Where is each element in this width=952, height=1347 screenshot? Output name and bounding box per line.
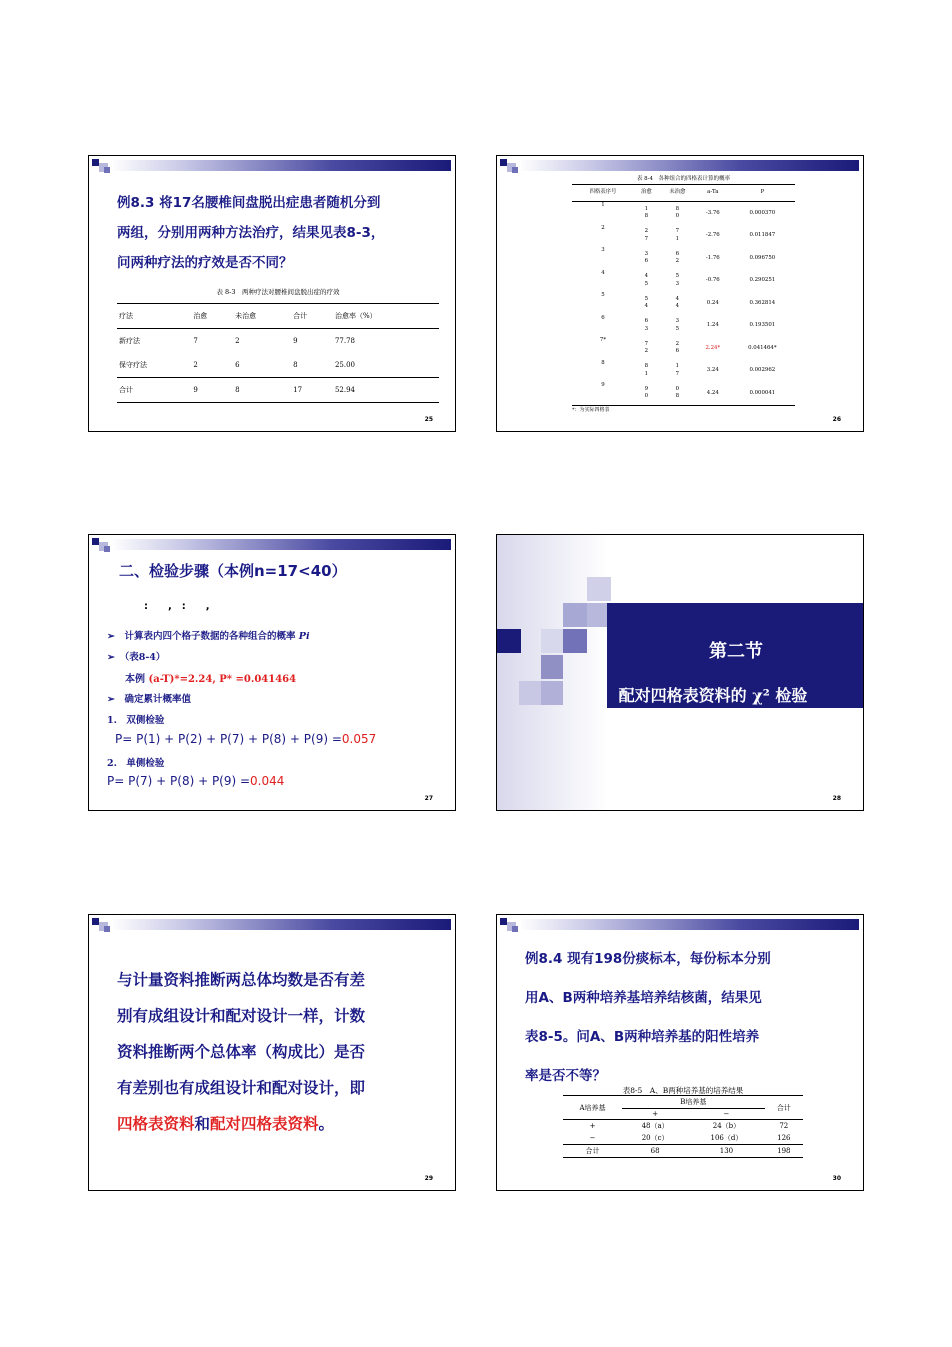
- table-cell: -1.76: [705, 254, 720, 261]
- decor-square: [587, 577, 611, 601]
- page-number: 30: [832, 1175, 841, 1182]
- slide-28: [496, 534, 864, 811]
- table-cell: 0.193501: [749, 322, 776, 328]
- table-row: [572, 225, 795, 248]
- page-number: 29: [424, 1175, 433, 1182]
- table-cell: 7*: [599, 337, 607, 343]
- example-value: 本例 (a-T)*=2.24, P* =0.041464: [125, 674, 297, 685]
- table-row: [572, 292, 795, 315]
- table-cell: 2.24*: [705, 344, 721, 351]
- bullet-item: ➢ 计算表内四个格子数据的各种组合的概率 Pi: [107, 631, 310, 642]
- table-row: [572, 315, 795, 338]
- slide-text: 例8.3 将17名腰椎间盘脱出症患者随机分到 两组，分别用两种方法治疗，结果见表8-3， 问两种疗法的疗效是否不同？: [117, 195, 385, 271]
- table-cell: 3 5: [675, 318, 680, 332]
- table-cell: -0.76: [705, 277, 720, 283]
- slide-29: [88, 914, 456, 1191]
- table-cell: 4: [601, 269, 605, 276]
- table-cell: 0.002962: [749, 367, 776, 373]
- table-caption: 表 8-4 各种组合的四格表计算的概率: [636, 176, 731, 182]
- table-cell: 6 2: [675, 250, 680, 265]
- table-cell: 9: [601, 382, 605, 388]
- table-row: − 20（c） 106（d） 126: [563, 1132, 803, 1145]
- table-cell: 8: [601, 359, 605, 366]
- table-cell: 7 1: [675, 228, 680, 242]
- table-cell: -3.76: [705, 209, 720, 216]
- decor-square: [541, 655, 563, 679]
- slide-header-decoration: [89, 915, 455, 935]
- table-cell: 0.362814: [749, 299, 776, 306]
- table-8-5: A培养基 B培养基 合计 + − + 48（a） 24（b） 72 − 20（c） 106（d） 126 合计 68 130 198: [563, 1095, 803, 1158]
- table-cell: 5 4: [644, 295, 649, 310]
- table-cell: 0.096750: [749, 254, 776, 261]
- decor-square: [497, 629, 521, 653]
- table-cell: 0.041464*: [748, 344, 777, 351]
- slide-header-decoration: [89, 156, 455, 176]
- section-label: 第二节: [709, 641, 763, 662]
- slide-25: [88, 155, 456, 432]
- table-8-4: 四格表序号 治愈 未治愈 a-Ta P 1 1 8 8 0 -3.76 0.000370 2 2 7 7 1 -2.76 0.011847 3 3 6 6 2 -1.76 0.096750 4 4 5 5 3 -0.76 0.290251 5 5 4 4 4 0.24 0.362814 6 6 3 3 5 1.24 0.193501 7* 7 2 2 6 2.24* 0.041464* 8 8 1 1 7 3.24 0.002962 9 9 0 0 8 4.24 0.000041: [572, 184, 795, 406]
- table-cell: 2 6: [675, 340, 680, 355]
- table-caption: 表8-5 A、B两种培养基的培养结果: [622, 1086, 744, 1095]
- table-row: 新疗法 7 2 9 77.78: [119, 337, 355, 345]
- slide-26: [496, 155, 864, 432]
- table-cell: 4 4: [675, 295, 680, 310]
- decor-square: [587, 603, 607, 627]
- slide-27: [88, 534, 456, 811]
- table-cell: 4.24: [706, 389, 719, 396]
- page-number: 28: [832, 795, 841, 802]
- table-row: [572, 360, 795, 383]
- page-number: 27: [424, 795, 433, 802]
- table-8-3: 疗法 治愈 未治愈 合计 治愈率（%） 新疗法 7 2 9 77.78 保守疗法 2 6 8 25.00 合计 9 8 17 52.94: [117, 303, 439, 403]
- table-cell: 2: [601, 224, 605, 231]
- table-cell: 0 8: [675, 385, 680, 400]
- section-title: 配对四格表资料的 χ² 检验: [618, 686, 808, 705]
- page-number: 26: [832, 416, 841, 423]
- two-sided-test-label: 1. 双侧检验: [107, 715, 165, 726]
- bullet-item: ➢ 确定累计概率值: [107, 694, 191, 705]
- table-row: [572, 382, 795, 405]
- hypothesis-line: : , : ,: [144, 601, 210, 612]
- table-cell: 5: [601, 292, 605, 298]
- table-cell: 8 1: [644, 363, 649, 377]
- table-cell: 3.24: [706, 367, 719, 373]
- slide-header-decoration: [89, 535, 455, 555]
- table-cell: 3: [601, 247, 605, 253]
- table-row: [572, 247, 795, 270]
- decor-square: [519, 681, 541, 705]
- table-row: [572, 202, 795, 225]
- table-cell: 4 5: [644, 273, 649, 287]
- table-cell: 5 3: [675, 273, 680, 287]
- two-sided-formula: P= P(1) + P(2) + P(7) + P(8) + P(9) =0.057: [115, 732, 377, 746]
- slide-text: 例8.4 现有198份痰标本，每份标本分别 用A、B两种培养基培养结核菌，结果见 表8-5。问A、B两种培养基的阳性培养 率是否不等？: [525, 951, 771, 1084]
- one-sided-formula: P= P(7) + P(8) + P(9) =0.044: [107, 774, 285, 788]
- table-cell: 2 7: [644, 228, 649, 242]
- table-row: 合计 68 130 198: [563, 1145, 803, 1158]
- slide-header-decoration: [497, 915, 863, 935]
- table-cell: 1.24: [706, 322, 719, 328]
- table-cell: 7 2: [644, 340, 649, 355]
- table-cell: 3 6: [644, 250, 649, 265]
- table-row: 保守疗法 2 6 8 25.00: [117, 353, 439, 378]
- table-cell: 6: [601, 314, 605, 321]
- table-cell: -2.76: [705, 232, 720, 238]
- table-cell: 1 7: [675, 363, 680, 377]
- table-cell: 1: [601, 202, 605, 208]
- table-cell: 0.011847: [749, 232, 776, 238]
- slide-heading: 二、检验步骤（本例n=17<40）: [119, 562, 347, 580]
- bullet-item: ➢ （表8-4）: [107, 652, 166, 663]
- table-cell: 0.000041: [749, 389, 776, 396]
- table-footnote: *：为实际四格表: [572, 407, 610, 413]
- decor-square: [541, 681, 563, 705]
- slide-30: [496, 914, 864, 1191]
- table-cell: 1 8: [644, 205, 649, 220]
- table-cell: 9 0: [644, 385, 649, 400]
- one-sided-test-label: 2. 单侧检验: [107, 758, 165, 769]
- decor-square: [563, 603, 587, 627]
- slide-text: 与计量资料推断两总体均数是否有差 别有成组设计和配对设计一样，计数 资料推断两个总体率（构成比）是否 有差别也有成组设计和配对设计，即 四格表资料和配对四格表资料。: [117, 970, 366, 1133]
- table-caption: 表 8-3 两种疗法对腰椎间盘脱出症的疗效: [216, 288, 340, 296]
- table-cell: 0.24: [706, 299, 719, 306]
- table-cell: 8 0: [675, 205, 680, 220]
- table-row: [572, 337, 795, 360]
- decor-square: [563, 629, 587, 653]
- slide-header-decoration: [497, 156, 863, 176]
- table-row: [572, 270, 795, 293]
- table-cell: 0.000370: [749, 209, 776, 216]
- page-number: 25: [424, 416, 433, 423]
- decor-square: [541, 629, 563, 653]
- table-row: + 48（a） 24（b） 72: [589, 1122, 789, 1130]
- table-cell: 6 3: [644, 318, 649, 332]
- table-row: 合计 9 8 17 52.94: [117, 378, 439, 403]
- table-cell: 0.290251: [749, 277, 776, 283]
